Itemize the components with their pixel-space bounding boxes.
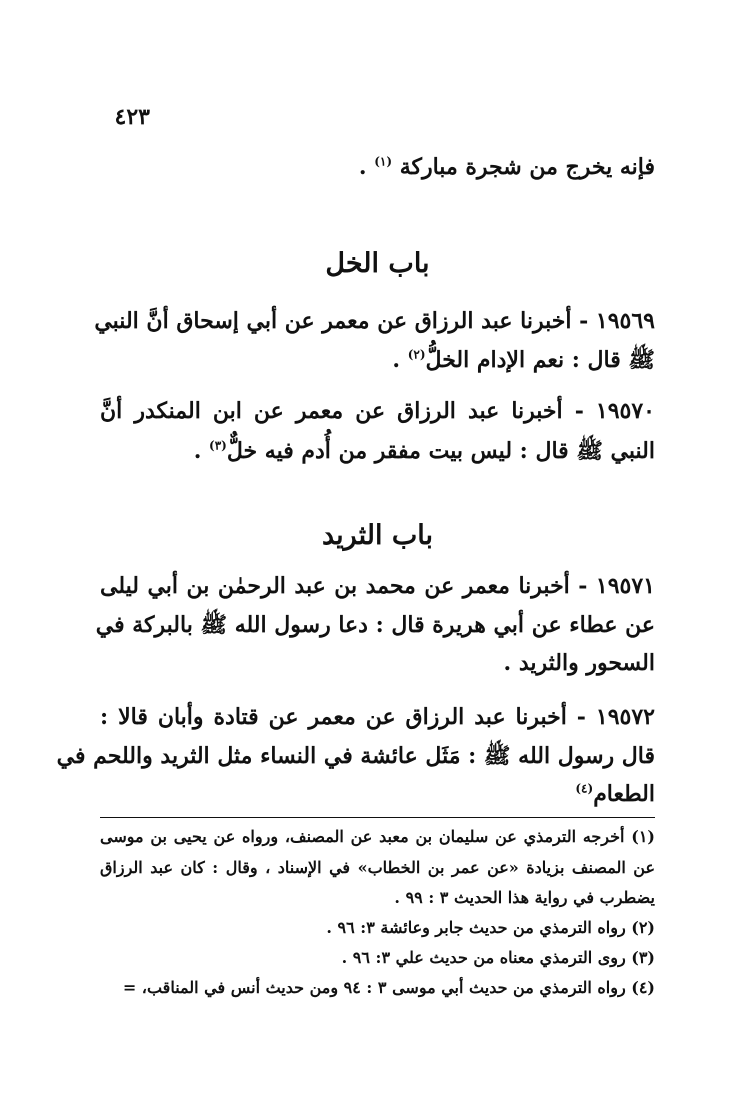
hadith-19571-line-2: عن عطاء عن أبي هريرة قال : دعا رسول الله ﷺ بالبركة في (95, 612, 655, 638)
footnote-3: (٣) روى الترمذي معناه من حديث علي ٣: ٩٦ . (341, 948, 655, 967)
footnote-ref-4: (٤) (575, 781, 594, 796)
footnote-separator (100, 817, 655, 818)
footnote-ref-3: (٣) (209, 438, 227, 453)
hadith-19569-end: . (392, 347, 408, 373)
hadith-19569-text: ﷺ قال : نعم الإدام الخلُّ (425, 347, 655, 373)
hadith-19572-line-1: ١٩٥٧٢ - أخبرنا عبد الرزاق عن معمر عن قتادة وأبان قالا : (100, 704, 655, 730)
chapter-heading-tharid: باب الثريد (321, 520, 434, 551)
hadith-19572-text: الطعام (593, 781, 655, 807)
intro-text: فإنه يخرج من شجرة مباركة (399, 154, 655, 180)
hadith-19572-line-3 (100, 781, 655, 807)
page-number: ٤٢٣ (114, 104, 150, 130)
hadith-19572-line-2: قال رسول الله ﷺ : مَثَل عائشة في النساء مثل الثريد واللحم في (56, 743, 655, 769)
hadith-19569-line-1: ١٩٥٦٩ - أخبرنا عبد الرزاق عن معمر عن أبي إسحاق أنَّ النبي (94, 308, 655, 334)
hadith-19570-end: . (193, 438, 210, 464)
chapter-heading-vinegar: باب الخل (325, 248, 430, 279)
hadith-19570-line-2 (100, 437, 655, 469)
hadith-19570-line-1: ١٩٥٧٠ - أخبرنا عبد الرزاق عن معمر عن ابن المنكدر أنَّ (100, 398, 655, 424)
hadith-19569-line-2 (100, 346, 655, 378)
footnote-1-line-1: (١) أخرجه الترمذي عن سليمان بن معبد عن المصنف، ورواه عن يحيى بن موسى (100, 827, 655, 846)
hadith-19571-line-1: ١٩٥٧١ - أخبرنا معمر عن محمد بن عبد الرحمٰن بن أبي ليلى (100, 573, 655, 599)
hadith-19570-text: النبي ﷺ قال : ليس بيت مفقر من أُدم فيه خلٌّ (226, 438, 655, 464)
intro-end: . (358, 154, 375, 180)
footnote-2: (٢) رواه الترمذي من حديث جابر وعائشة ٣: ٩٦ . (326, 918, 655, 937)
footnote-1-line-2: عن المصنف بزيادة «عن عمر بن الخطاب» في الإسناد ، وقال : كان عبد الرزاق (100, 858, 655, 877)
footnote-ref-2: (٢) (407, 347, 426, 362)
footnote-1-line-3: يضطرب في رواية هذا الحديث ٣ : ٩٩ . (394, 888, 655, 907)
intro-line (100, 154, 655, 180)
hadith-19571-line-3: السحور والثريد . (503, 650, 655, 676)
footnote-4: (٤) رواه الترمذي من حديث أبي موسى ٣ : ٩٤ ومن حديث أنس في المناقب، = (122, 978, 655, 997)
footnote-ref-1: (١) (374, 154, 393, 169)
